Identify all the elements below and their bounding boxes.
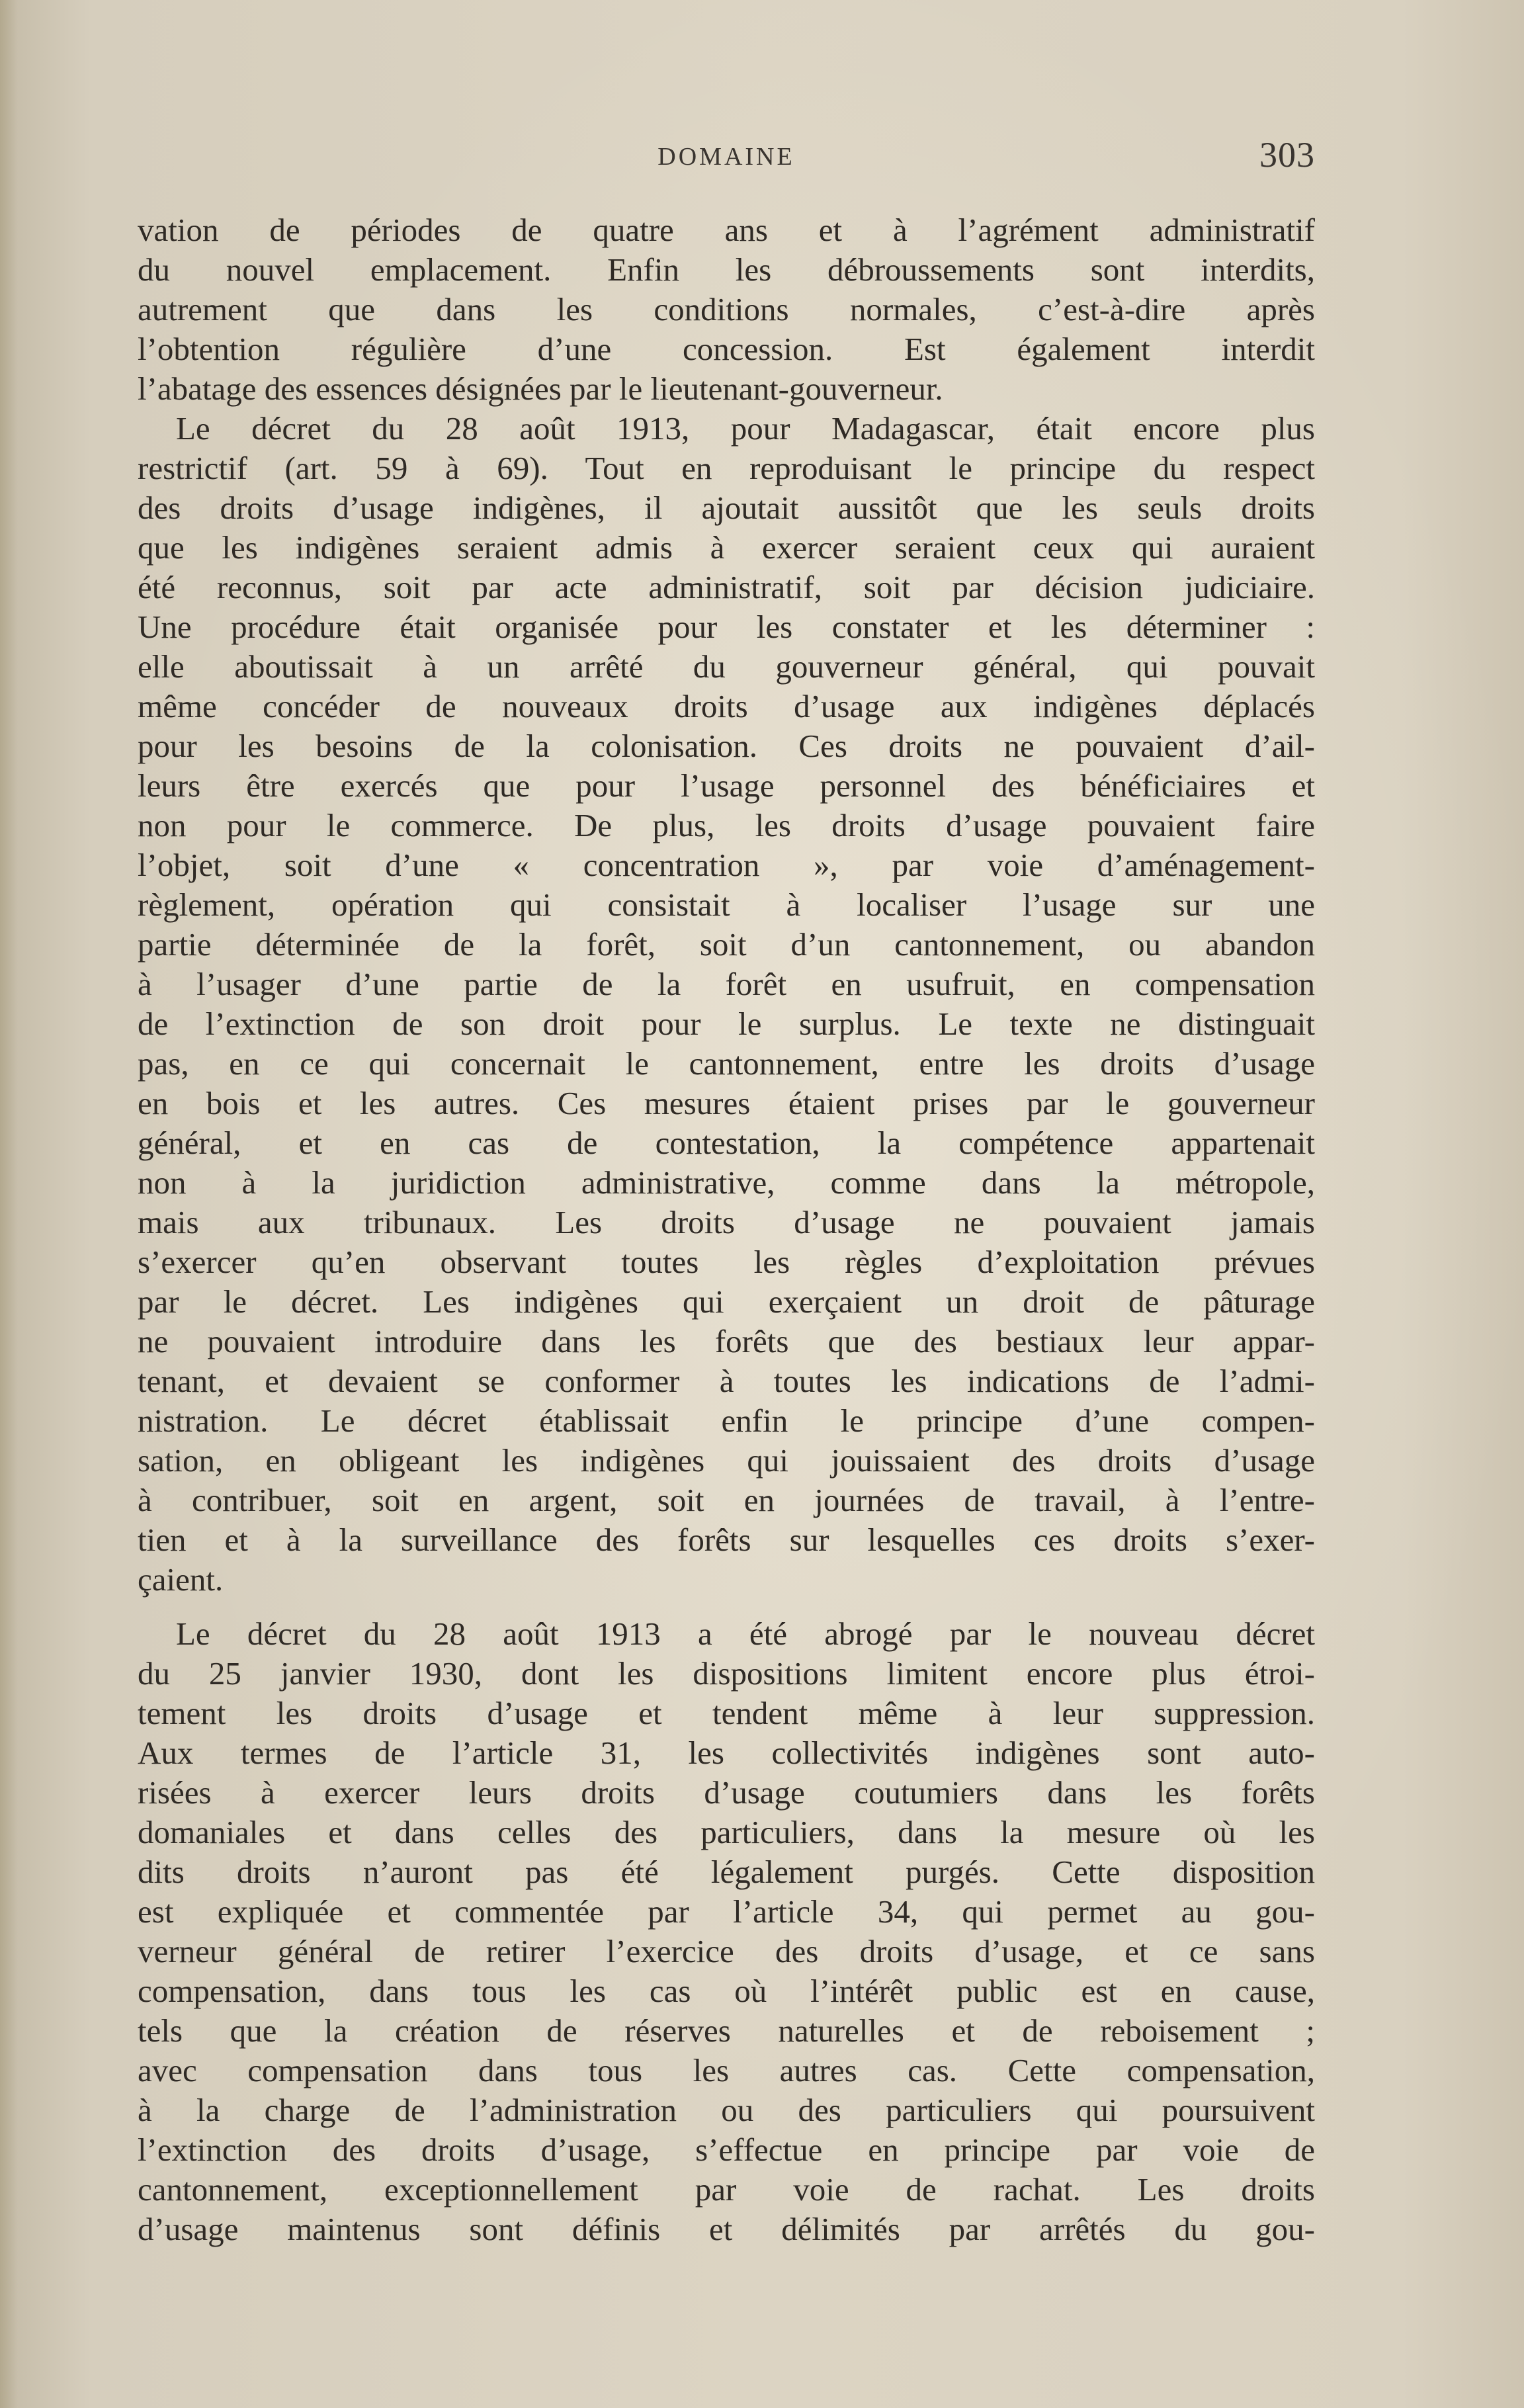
text-line: sation, en obligeant les indigènes qui jouissaient des droits d’usage (138, 1442, 1315, 1479)
running-title: DOMAINE (657, 143, 795, 171)
text-line: dits droits n’auront pas été légalement purgés. Cette disposition (138, 1854, 1315, 1890)
text-line: autrement que dans les conditions normales, c’est-à-dire après (138, 291, 1315, 327)
text-line: s’exercer qu’en observant toutes les règles d’exploitation prévues (138, 1244, 1315, 1280)
text-line: ne pouvaient introduire dans les forêts que des bestiaux leur appar- (138, 1323, 1315, 1359)
text-line: l’obtention régulière d’une concession. Est également interdit (138, 331, 1315, 367)
running-head (138, 134, 1315, 181)
text-line: Une procédure était organisée pour les constater et les déterminer : (138, 609, 1315, 645)
text-line: par le décret. Les indigènes qui exerçaient un droit de pâturage (138, 1283, 1315, 1320)
text-line: général, et en cas de contestation, la compétence appartenait (138, 1125, 1315, 1161)
text-line: compensation, dans tous les cas où l’intérêt public est en cause, (138, 1973, 1315, 2009)
text-line: tement les droits d’usage et tendent même à leur suppression. (138, 1695, 1315, 1731)
text-line: Le décret du 28 août 1913, pour Madagascar, était encore plus (176, 410, 1315, 447)
text-line: domaniales et dans celles des particuliers, dans la mesure où les (138, 1814, 1315, 1850)
text-line: nistration. Le décret établissait enfin le principe d’une compen- (138, 1402, 1315, 1439)
text-line: çaient. (138, 1561, 224, 1598)
text-line: tien et à la surveillance des forêts sur lesquelles ces droits s’exer- (138, 1522, 1315, 1558)
text-line: d’usage maintenus sont définis et délimités par arrêtés du gou- (138, 2211, 1315, 2247)
text-line: partie déterminée de la forêt, soit d’un cantonnement, ou abandon (138, 926, 1315, 963)
text-line: non à la juridiction administrative, comme dans la métropole, (138, 1164, 1315, 1201)
paragraph (138, 210, 1315, 409)
paragraph-gap (138, 1600, 1315, 1614)
page-gutter-shadow (0, 0, 17, 2408)
text-line: du 25 janvier 1930, dont les dispositions limitent encore plus étroi- (138, 1655, 1315, 1692)
body-text (138, 210, 1315, 2249)
text-line: leurs être exercés que pour l’usage personnel des bénéficiaires et (138, 767, 1315, 804)
text-line: des droits d’usage indigènes, il ajoutait aussitôt que les seuls droits (138, 490, 1315, 526)
text-line: l’abatage des essences désignées par le lieutenant-gouverneur. (138, 370, 943, 407)
text-line: vation de périodes de quatre ans et à l’agrément administratif (138, 212, 1315, 248)
text-line: même concéder de nouveaux droits d’usage aux indigènes déplacés (138, 688, 1315, 724)
text-line: pas, en ce qui concernait le cantonnement, entre les droits d’usage (138, 1045, 1315, 1082)
text-line: est expliquée et commentée par l’article 34, qui permet au gou- (138, 1893, 1315, 1930)
text-line: pour les besoins de la colonisation. Ces droits ne pouvaient d’ail- (138, 728, 1315, 764)
text-line: en bois et les autres. Ces mesures étaient prises par le gouverneur (138, 1085, 1315, 1121)
paragraph (138, 409, 1315, 1600)
text-line: que les indigènes seraient admis à exercer seraient ceux qui auraient (138, 529, 1315, 566)
text-line: du nouvel emplacement. Enfin les débroussements sont interdits, (138, 251, 1315, 288)
text-line: à l’usager d’une partie de la forêt en usufruit, en compensation (138, 966, 1315, 1002)
text-line: cantonnement, exceptionnellement par voie de rachat. Les droits (138, 2171, 1315, 2208)
text-line: mais aux tribunaux. Les droits d’usage ne pouvaient jamais (138, 1204, 1315, 1240)
text-line: règlement, opération qui consistait à localiser l’usage sur une (138, 886, 1315, 923)
paragraph (138, 1614, 1315, 2249)
text-line: tels que la création de réserves naturelles et de reboisement ; (138, 2012, 1315, 2049)
text-line: risées à exercer leurs droits d’usage coutumiers dans les forêts (138, 1774, 1315, 1811)
text-line: à la charge de l’administration ou des particuliers qui poursuivent (138, 2092, 1315, 2128)
text-line: verneur général de retirer l’exercice des droits d’usage, et ce sans (138, 1933, 1315, 1969)
text-line: Le décret du 28 août 1913 a été abrogé par le nouveau décret (176, 1615, 1315, 1652)
text-line: restrictif (art. 59 à 69). Tout en reproduisant le principe du respect (138, 450, 1315, 486)
text-line: de l’extinction de son droit pour le surplus. Le texte ne distinguait (138, 1006, 1315, 1042)
text-line: l’objet, soit d’une « concentration », par voie d’aménagement- (138, 847, 1315, 883)
text-line: elle aboutissait à un arrêté du gouverneur général, qui pouvait (138, 648, 1315, 685)
text-line: l’extinction des droits d’usage, s’effectue en principe par voie de (138, 2131, 1315, 2168)
text-line: à contribuer, soit en argent, soit en journées de travail, à l’entre- (138, 1482, 1315, 1518)
text-line: Aux termes de l’article 31, les collectivités indigènes sont auto- (138, 1735, 1315, 1771)
text-line: non pour le commerce. De plus, les droits d’usage pouvaient faire (138, 807, 1315, 843)
text-line: été reconnus, soit par acte administratif, soit par décision judiciaire. (138, 569, 1315, 605)
text-line: avec compensation dans tous les autres cas. Cette compensation, (138, 2052, 1315, 2088)
page-number: 303 (1259, 135, 1315, 175)
text-line: tenant, et devaient se conformer à toutes les indications de l’admi- (138, 1363, 1315, 1399)
